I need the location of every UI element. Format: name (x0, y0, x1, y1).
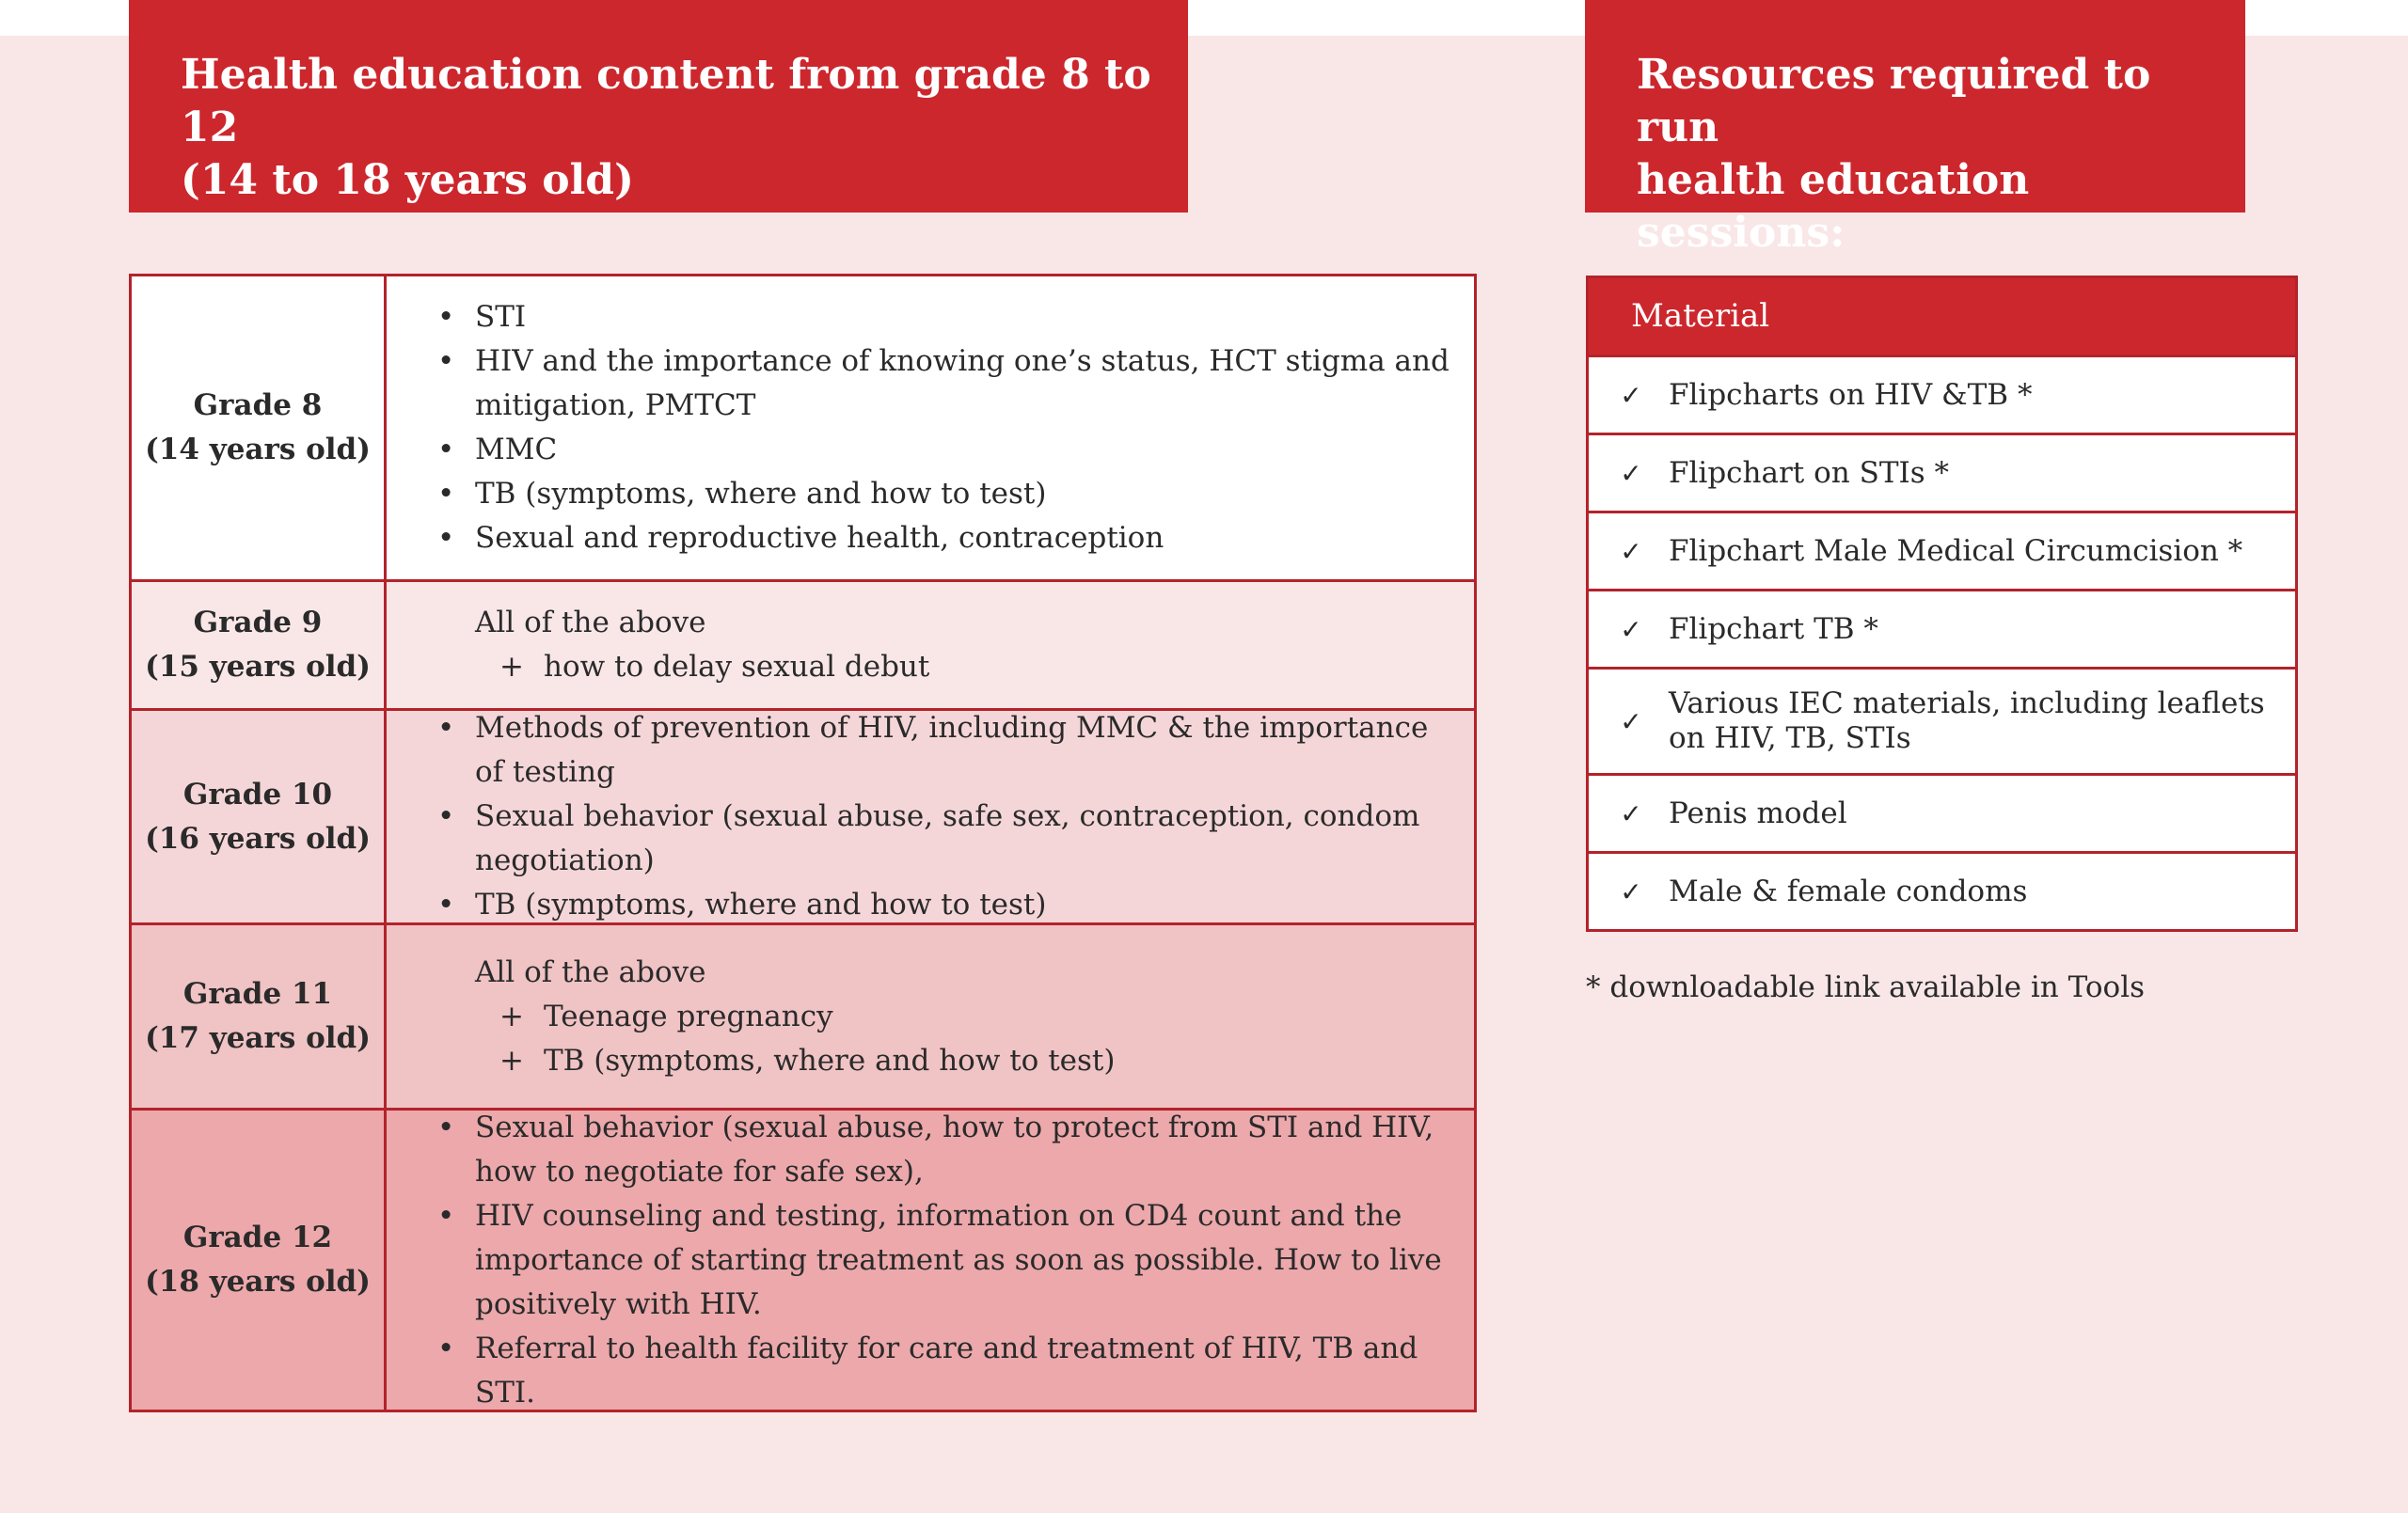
topic-item: • HIV and the importance of knowing one’s status, HCT stigma and mitigation, PMTCT (437, 339, 1455, 428)
grade-label-cell (132, 582, 387, 708)
check-icon: ✓ (1620, 613, 1642, 645)
material-item: ✓ Various IEC materials, including leaflets on HIV, TB, STIs (1589, 667, 2295, 773)
topic-item: • Methods of prevention of HIV, including MMC & the importance of testing (437, 706, 1455, 795)
grade-label-cell (132, 925, 387, 1108)
bullet-icon: • (437, 1198, 455, 1233)
grades-table (129, 274, 1477, 1412)
header-line-2: health education sessions: (1637, 156, 2030, 257)
bullet-icon: • (437, 1331, 455, 1365)
grade-name: Grade 9 (193, 606, 323, 639)
bullet-icon: • (437, 888, 455, 922)
grade-age: (18 years old) (145, 1265, 371, 1299)
topic-list (437, 1106, 1455, 1415)
material-item: ✓ Flipcharts on HIV &TB * (1589, 355, 2295, 433)
bullet-icon: • (437, 799, 455, 833)
grade-content-cell (387, 711, 1474, 922)
grade-age: (15 years old) (145, 650, 371, 684)
material-item: ✓ Male & female condoms (1589, 851, 2295, 929)
topic-plus-item: + Teenage pregnancy (437, 995, 1455, 1039)
grade-row-8 (132, 276, 1474, 579)
check-icon: ✓ (1620, 797, 1642, 829)
material-item: ✓ Penis model (1589, 773, 2295, 851)
grade-row-9 (132, 579, 1474, 708)
plus-icon: + (499, 650, 524, 684)
topic-item: • Sexual behavior (sexual abuse, safe sex, contraception, condom negotiation) (437, 795, 1455, 883)
grade-content-cell (387, 925, 1474, 1108)
bullet-icon: • (437, 521, 455, 555)
grade-content-cell (387, 1111, 1474, 1410)
grade-row-10 (132, 708, 1474, 922)
grade-content-cell (387, 276, 1474, 579)
check-icon: ✓ (1620, 875, 1642, 907)
check-icon: ✓ (1620, 457, 1642, 489)
plus-icon: + (499, 1043, 524, 1078)
materials-table (1586, 276, 2298, 932)
bullet-icon: • (437, 477, 455, 511)
topic-item: • Sexual behavior (sexual abuse, how to protect from STI and HIV, how to negotiate for safe sex), (437, 1106, 1455, 1194)
header-resources-required (1585, 0, 2245, 257)
plus-icon: + (499, 999, 524, 1033)
topic-plus-item: + how to delay sexual debut (437, 645, 1455, 689)
bullet-icon: • (437, 1110, 455, 1144)
topic-list (437, 706, 1455, 927)
check-icon: ✓ (1620, 705, 1642, 737)
check-icon: ✓ (1620, 535, 1642, 567)
grade-label-cell (132, 711, 387, 922)
grade-row-12 (132, 1108, 1474, 1410)
topic-plus-item: + TB (symptoms, where and how to test) (437, 1039, 1455, 1083)
grade-label-cell (132, 276, 387, 579)
topic-item: • Referral to health facility for care and treatment of HIV, TB and STI. (437, 1327, 1455, 1415)
materials-header: Material (1589, 278, 2295, 355)
bullet-icon: • (437, 711, 455, 745)
check-icon: ✓ (1620, 379, 1642, 411)
material-item: ✓ Flipchart Male Medical Circumcision * (1589, 511, 2295, 589)
material-item: ✓ Flipchart TB * (1589, 589, 2295, 667)
topic-list (437, 295, 1455, 560)
grade-age: (16 years old) (145, 821, 371, 856)
topic-item: • MMC (437, 428, 1455, 472)
bullet-icon: • (437, 344, 455, 378)
header-line-1: Resources required to run (1637, 51, 2151, 151)
bullet-icon: • (437, 300, 455, 334)
footnote: * downloadable link available in Tools (1586, 970, 2146, 1004)
header-line-1: Health education content from grade 8 to 12 (181, 51, 1151, 151)
grade-name: Grade 12 (182, 1221, 333, 1254)
grade-label-cell (132, 1111, 387, 1410)
topic-lead: All of the above (475, 606, 706, 639)
header-line-2: (14 to 18 years old) (181, 156, 634, 204)
grade-age: (14 years old) (145, 433, 371, 466)
header-health-education-content (129, 0, 1188, 213)
bullet-icon: • (437, 433, 455, 466)
grade-name: Grade 10 (182, 777, 333, 812)
topic-item: • HIV counseling and testing, information on CD4 count and the importance of starting treatment as soon as possible. How to live positively with HIV. (437, 1194, 1455, 1327)
material-item: ✓ Flipchart on STIs * (1589, 433, 2295, 511)
grade-name: Grade 11 (182, 977, 333, 1011)
grade-name: Grade 8 (193, 388, 323, 422)
topic-lead: All of the above (475, 954, 706, 989)
topic-item: • TB (symptoms, where and how to test) (437, 883, 1455, 927)
topic-item: • TB (symptoms, where and how to test) (437, 472, 1455, 516)
topic-item: • Sexual and reproductive health, contraception (437, 516, 1455, 560)
grade-content-cell (387, 582, 1474, 708)
topic-item: • STI (437, 295, 1455, 339)
grade-row-11 (132, 922, 1474, 1108)
grade-age: (17 years old) (145, 1021, 371, 1055)
